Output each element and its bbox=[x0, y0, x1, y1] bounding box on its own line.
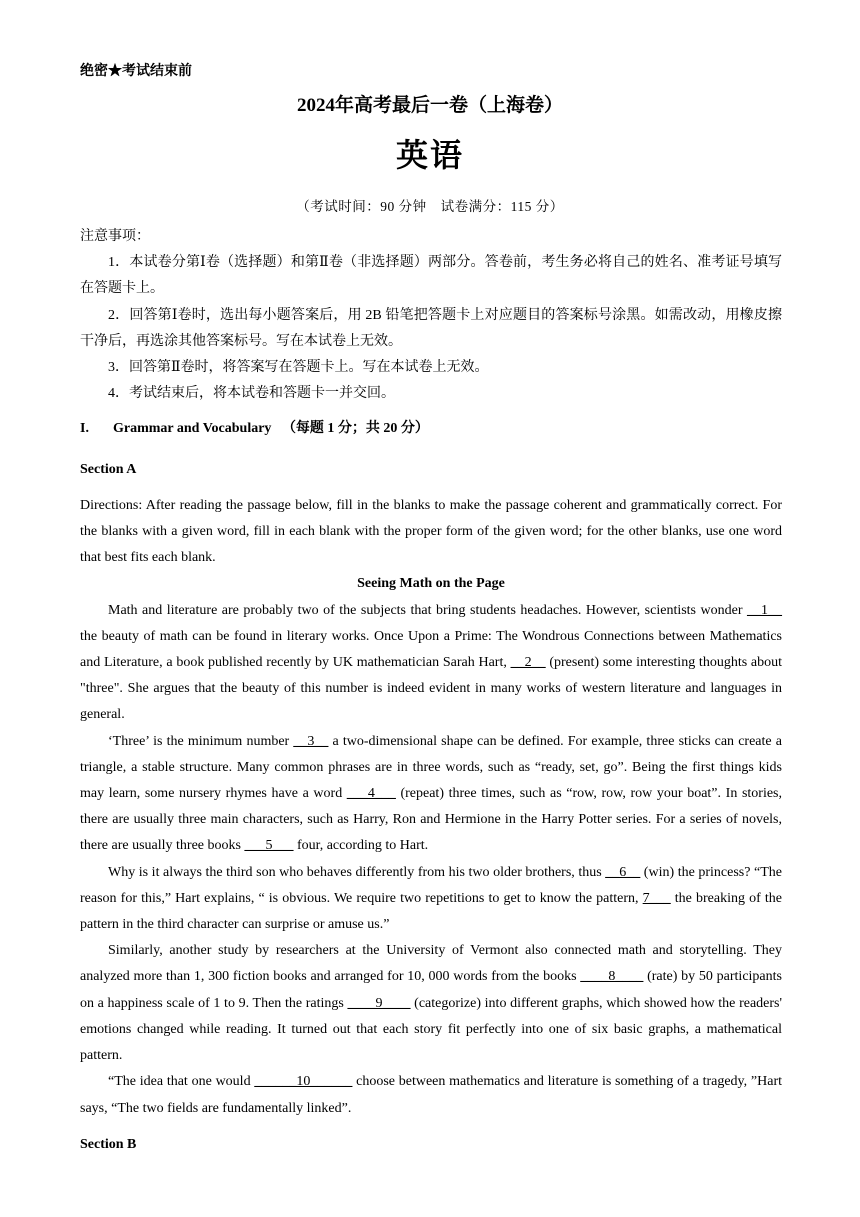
blank-5[interactable]: ___5___ bbox=[244, 838, 294, 854]
exam-title: 2024年高考最后一卷（上海卷） bbox=[296, 95, 563, 116]
part-score: （每题 1 分；共 20 分） bbox=[281, 421, 429, 437]
paragraph-text: the breaking of the pattern in the third character can surprise or amuse us.” bbox=[80, 890, 782, 933]
paragraph-text: a two-dimensional shape can be defined. For example, three sticks can create a triangle, a stable structure. Many common phrases are in three words, such as “ready, set, go”. Being the first things kids may learn, some nursery rhymes have a word bbox=[80, 733, 782, 802]
section-a-heading: Section A bbox=[80, 461, 137, 477]
paragraph-text: ‘Three’ is the minimum number bbox=[108, 733, 294, 749]
part-title: Grammar and Vocabulary bbox=[113, 421, 272, 437]
paragraph-text: Similarly, another study by researchers at the University of Vermont also connected math and storytelling. They analyzed more than 1, 300 fiction books and arranged for 10, 000 words from the books bbox=[80, 943, 782, 985]
paragraph-text: Why is it always the third son who behaves differently from his two older brothers, thus bbox=[108, 864, 606, 880]
blank-3[interactable]: __3__ bbox=[293, 733, 329, 749]
paragraph-text: (rate) by 50 participants on a happiness scale of 1 to 9. Then the ratings bbox=[80, 969, 782, 1011]
section-b-heading: Section B bbox=[80, 1136, 137, 1152]
paragraph-text: (repeat) three times, such as “row, row, row your boat”. In stories, there are usually three main characters, such as Harry, Ron and Hermione in the Harry Potter series. For a series of novels, there are usually three books bbox=[80, 786, 782, 854]
passage-paragraph bbox=[80, 598, 782, 729]
blank-6[interactable]: __6__ bbox=[605, 864, 641, 880]
note-item: 4．考试结束后，将本试卷和答题卡一并交回。 bbox=[108, 386, 395, 402]
notes-title: 注意事项： bbox=[80, 229, 150, 244]
blank-9[interactable]: ____9____ bbox=[347, 995, 411, 1011]
paragraph-text: (categorize) into different graphs, which showed how the readers' emotions changed while reading. It turned out that each story fit perfectly into one of six basic graphs, a mathematical pattern. bbox=[80, 995, 782, 1064]
passage-paragraph bbox=[80, 1069, 782, 1121]
paragraph-text: four, according to Hart. bbox=[293, 838, 429, 854]
paragraph-text: “The idea that one would bbox=[108, 1074, 255, 1090]
blank-1[interactable]: __1__ bbox=[747, 602, 782, 618]
note-item: 1．本试卷分第Ⅰ卷（选择题）和第Ⅱ卷（非选择题）两部分。答卷前，考生务必将自己的姓名、准考证号填写在答题卡上。 bbox=[80, 255, 782, 297]
paragraph-text: the beauty of math can be found in literary works. Once Upon a Prime: The Wondrous Connections between Mathematics and Literature, a book published recently by UK mathematician Sarah Hart, bbox=[80, 628, 782, 671]
paragraph-text: (win) the princess? “The reason for this,” Hart explains, “ is obvious. We require two repetitions to get to know the pattern, bbox=[80, 864, 782, 906]
paragraph-text: Math and literature are probably two of the subjects that bring students headaches. However, scientists wonder bbox=[108, 602, 747, 618]
passage-paragraph bbox=[80, 938, 782, 1069]
paragraph-text: choose between mathematics and literature is something of a tragedy, ”Hart says, “The two fields are fundamentally linked”. bbox=[80, 1074, 782, 1116]
blank-7[interactable]: 7___ bbox=[642, 890, 671, 906]
confidential-label: 绝密★考试结束前 bbox=[80, 64, 192, 79]
blank-10[interactable]: ______10______ bbox=[254, 1074, 353, 1090]
paragraph-text: (present) some interesting thoughts about "three". She argues that the beauty of this number is indeed evident in many works of western literature and languages in general. bbox=[80, 655, 782, 723]
exam-body bbox=[80, 224, 782, 1158]
subject-title: 英语 bbox=[395, 137, 464, 173]
passage-paragraph bbox=[80, 860, 782, 939]
exam-info: （考试时间：90 分钟 试卷满分：115 分） bbox=[296, 199, 564, 214]
note-item: 2．回答第Ⅰ卷时，选出每小题答案后，用 2B 铅笔把答题卡上对应题目的答案标号涂黑。如需改动，用橡皮擦干净后，再选涂其他答案标号。写在本试卷上无效。 bbox=[80, 307, 782, 349]
directions: Directions: After reading the passage below, fill in the blanks to make the passage coherent and grammatically correct. For the blanks with a given word, fill in each blank with the proper form of the given word; for the other blanks, use one word that best fits each blank. bbox=[80, 497, 782, 566]
note-item: 3．回答第Ⅱ卷时，将答案写在答题卡上。写在本试卷上无效。 bbox=[108, 360, 489, 376]
part-number: I. bbox=[80, 421, 89, 437]
part-heading bbox=[80, 416, 782, 442]
passage-title: Seeing Math on the Page bbox=[357, 576, 505, 592]
blank-8[interactable]: ____8____ bbox=[580, 969, 644, 985]
passage-paragraph bbox=[80, 729, 782, 860]
blank-2[interactable]: __2__ bbox=[510, 655, 546, 671]
blank-4[interactable]: ___4___ bbox=[346, 786, 396, 802]
